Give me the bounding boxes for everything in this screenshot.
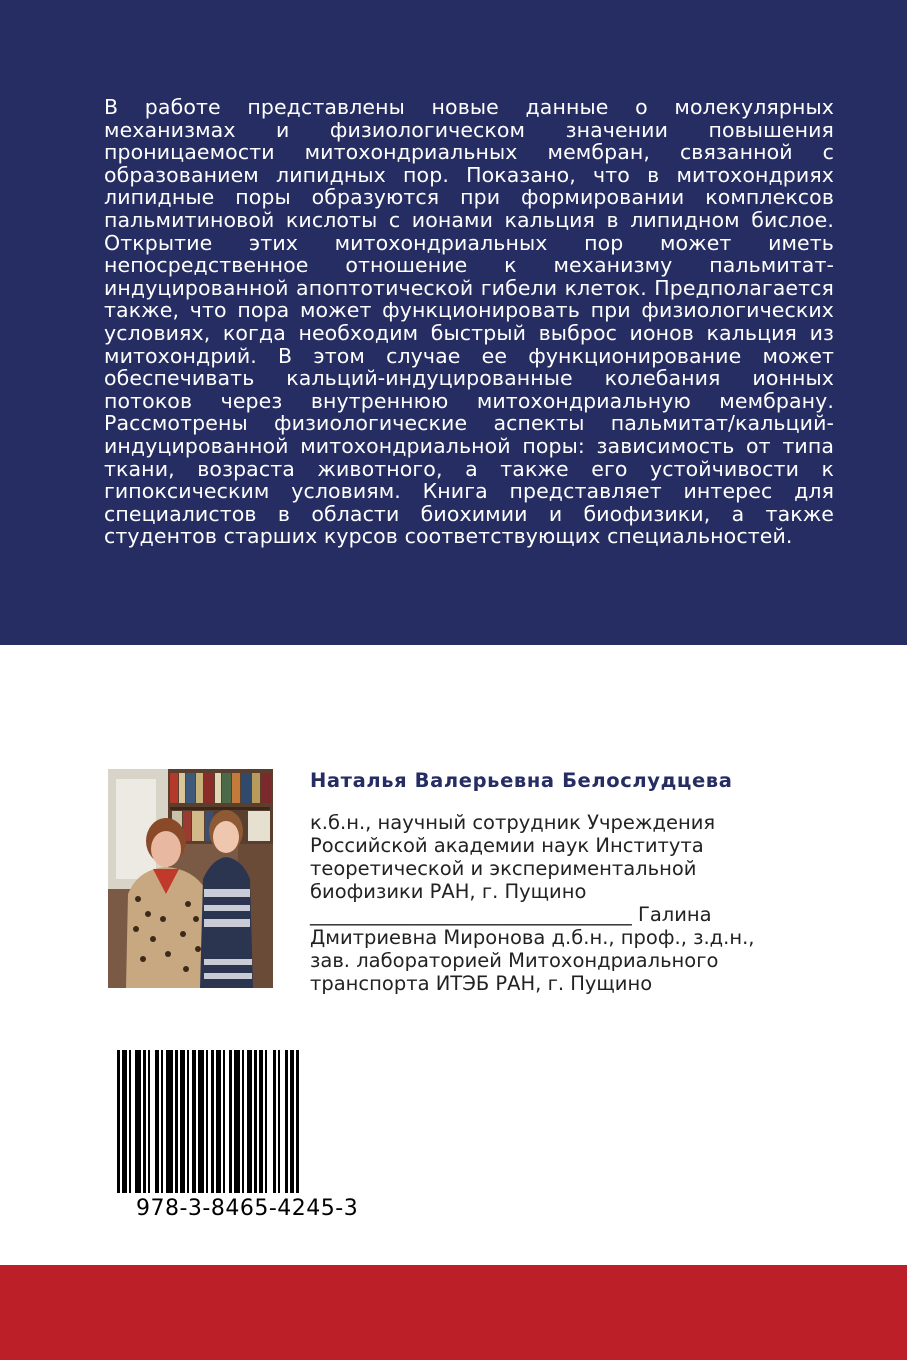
barcode-bar (117, 1050, 120, 1193)
barcode-bar (166, 1050, 173, 1193)
author-bio-line: Российской академии наук Института (310, 834, 704, 857)
barcode-bar (278, 1050, 280, 1193)
barcode-bar (296, 1050, 299, 1193)
author-photo (108, 769, 273, 988)
barcode-bar (155, 1050, 159, 1193)
barcode-bar (259, 1050, 263, 1193)
isbn-barcode (115, 1050, 385, 1193)
barcode-bar (161, 1050, 163, 1193)
barcode-bar (180, 1050, 185, 1193)
author-bio-line: биофизики РАН, г. Пущино (310, 880, 587, 903)
barcode-bar (143, 1050, 146, 1193)
barcode-bar (242, 1050, 244, 1193)
barcode-bar (198, 1050, 204, 1193)
author-bio-line: Дмитриевна Миронова д.б.н., проф., з.д.н., (310, 926, 755, 949)
back-cover-bottom-band (0, 1265, 907, 1360)
author-bio (310, 811, 790, 995)
author-bio-line: теоретической и экспериментальной (310, 857, 697, 880)
isbn-number: 978-3-8465-4245-3 (136, 1196, 359, 1221)
barcode-bar (285, 1050, 288, 1193)
barcode-bar (247, 1050, 252, 1193)
barcode-bar (135, 1050, 141, 1193)
barcode-bar (265, 1050, 267, 1193)
barcode-bar (223, 1050, 225, 1193)
barcode-bar (148, 1050, 150, 1193)
author-bio-line: транспорта ИТЭБ РАН, г. Пущино (310, 972, 653, 995)
barcode-bar (254, 1050, 257, 1193)
book-abstract: В работе представлены новые данные о молекулярных механизмах и физиологическом значении повышения проницаемости митохондриальных мембран, связанной с образованием липидных пор. Показано, что в митохондриях липидные поры образуются при формировании комплексов пальмитиновой кислоты с ионами кальция в липидном бислое. Открытие этих митохондриальных пор может иметь непосредственное отношение к механизму пальмитат-индуцированной апоптотической гибели клеток. Предполагается также, что пора может функционировать при физиологических условиях, когда необходим быстрый выброс ионов кальция из митохондрий. В этом случае ее функционирование может обеспечивать кальций-индуцированные колебания ионных потоков через внутреннюю митохондриальную мембрану. Рассмотрены физиологические аспекты пальмитат/кальций-индуцированной митохондриальной поры: зависимость от типа ткани, возраста животного, а также его устойчивости к гипоксическим условиям. Книга представляет интерес для специалистов в области биохимии и биофизики, а также студентов старших курсов соответствующих специальностей. (104, 95, 834, 549)
author-bio-line: _________________________________ Галина (310, 903, 712, 926)
barcode-bar (187, 1050, 189, 1193)
barcode-bar (192, 1050, 196, 1193)
barcode-bar (273, 1050, 276, 1193)
barcode-bar (216, 1050, 221, 1193)
author-bio-line: к.б.н., научный сотрудник Учреждения (310, 811, 716, 834)
barcode-bar (211, 1050, 214, 1193)
author-bio-line: зав. лабораторией Митохондриального (310, 949, 719, 972)
author-name: Наталья Валерьевна Белослудцева (310, 769, 733, 792)
back-cover-top-panel (0, 0, 907, 645)
barcode-bar (234, 1050, 240, 1193)
barcode-bar (175, 1050, 178, 1193)
barcode-bar (290, 1050, 294, 1193)
barcode-bar (229, 1050, 232, 1193)
barcode-bar (122, 1050, 127, 1193)
barcode-bar (206, 1050, 208, 1193)
barcode-bar (129, 1050, 131, 1193)
